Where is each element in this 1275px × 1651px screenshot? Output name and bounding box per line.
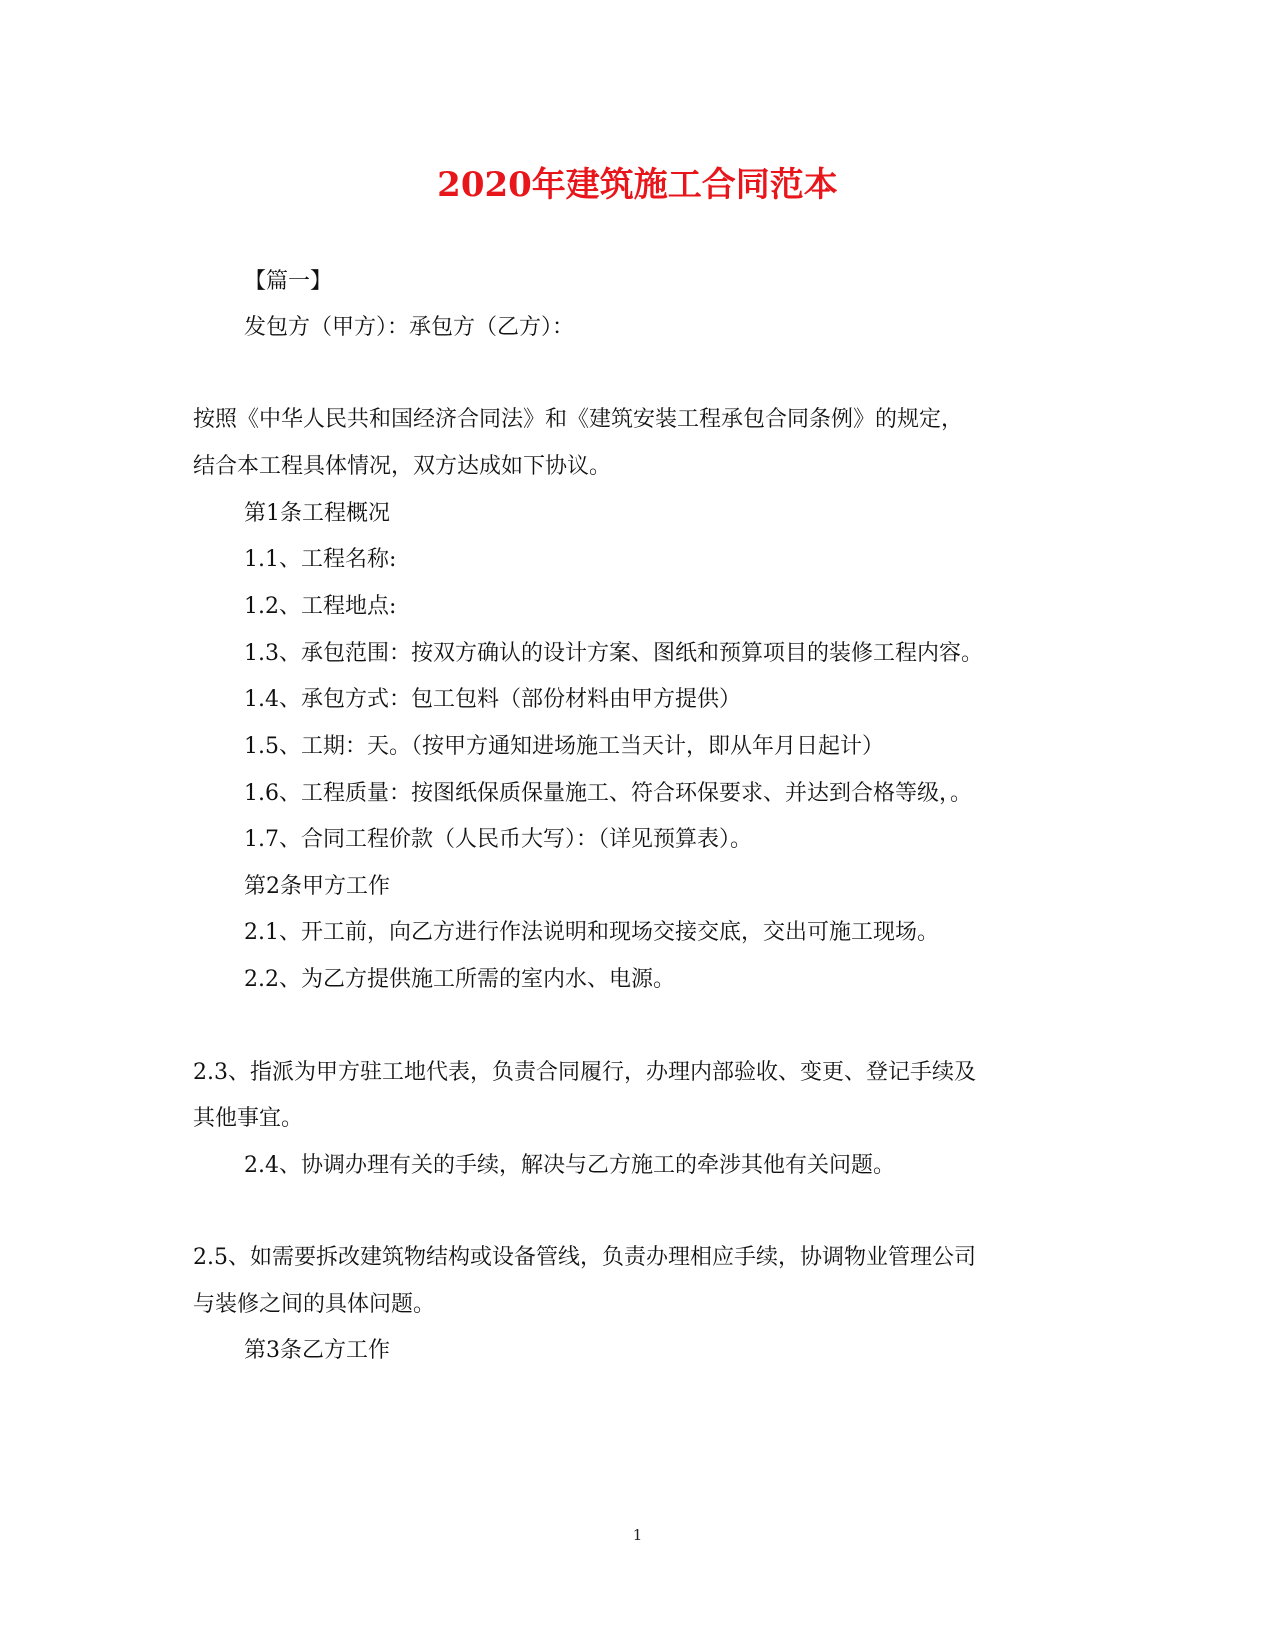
clause-1-2: 1.2、工程地点: (244, 594, 397, 619)
article-2-heading: 第2条甲方工作 (244, 874, 390, 899)
clause-1-6: 1.6、工程质量：按图纸保质保量施工、符合环保要求、并达到合格等级，。 (244, 781, 972, 806)
preamble-line-2: 结合本工程具体情况，双方达成如下协议。 (193, 454, 612, 479)
clause-1-3: 1.3、承包范围：按双方确认的设计方案、图纸和预算项目的装修工程内容。 (244, 641, 983, 666)
document-title: 2020年建筑施工合同范本 (437, 165, 838, 205)
clause-1-1: 1.1、工程名称: (244, 547, 397, 572)
clause-2-5-line-2: 与装修之间的具体问题。 (193, 1292, 436, 1317)
clause-1-7: 1.7、合同工程价款（人民币大写）：（详见预算表）。 (244, 827, 752, 852)
clause-2-3-line-1: 2.3、指派为甲方驻工地代表，负责合同履行，办理内部验收、变更、登记手续及 (193, 1060, 976, 1085)
clause-2-4: 2.4、协调办理有关的手续，解决与乙方施工的牵涉其他有关问题。 (244, 1153, 895, 1178)
page-number: 1 (632, 1526, 643, 1544)
section-heading-part-one: 【篇一】 (244, 269, 333, 294)
parties-line: 发包方（甲方）：承包方（乙方）： (244, 315, 575, 340)
clause-2-1: 2.1、开工前，向乙方进行作法说明和现场交接交底，交出可施工现场。 (244, 920, 939, 945)
preamble-line-1: 按照《中华人民共和国经济合同法》和《建筑安装工程承包合同条例》的规定， (193, 407, 964, 432)
article-1-heading: 第1条工程概况 (244, 501, 390, 526)
clause-1-5: 1.5、工期：天。（按甲方通知进场施工当天计，即从年月日起计） (244, 734, 884, 759)
clause-2-2: 2.2、为乙方提供施工所需的室内水、电源。 (244, 967, 675, 992)
clause-2-3-line-2: 其他事宜。 (193, 1106, 304, 1131)
clause-2-5-line-1: 2.5、如需要拆改建筑物结构或设备管线，负责办理相应手续，协调物业管理公司 (193, 1245, 976, 1270)
article-3-heading: 第3条乙方工作 (244, 1338, 390, 1363)
clause-1-4: 1.4、承包方式：包工包料（部份材料由甲方提供） (244, 687, 741, 712)
